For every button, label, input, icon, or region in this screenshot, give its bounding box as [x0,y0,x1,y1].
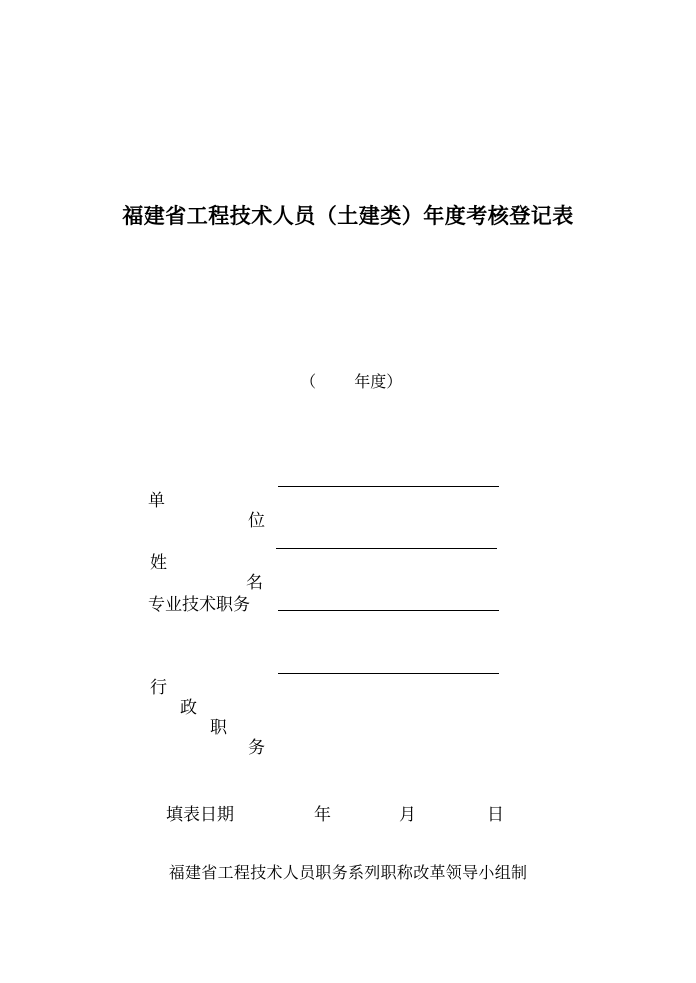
field-professional-title-input[interactable] [278,610,499,611]
field-name-label: 姓 名 [150,553,263,593]
field-admin-title-label: 行 政 职 务 [150,678,265,758]
form-title: 福建省工程技术人员（土建类）年度考核登记表 [122,204,574,228]
fill-date-month: 月 [399,805,416,825]
year-open-paren: （ [300,372,317,391]
field-unit-input[interactable] [278,486,499,487]
field-unit-label: 单 位 [148,491,265,531]
field-admin-title-input[interactable] [278,673,499,674]
field-name-input[interactable] [276,548,497,549]
issuer-footer: 福建省工程技术人员职务系列职称改革领导小组制 [168,863,528,882]
fill-date-day: 日 [487,805,504,825]
year-label: 年度） [354,372,403,391]
year-line [290,350,402,392]
field-professional-title-label: 专业技术职务 [148,595,250,615]
fill-date-year: 年 [314,805,331,825]
fill-date-label: 填表日期 [166,805,234,825]
